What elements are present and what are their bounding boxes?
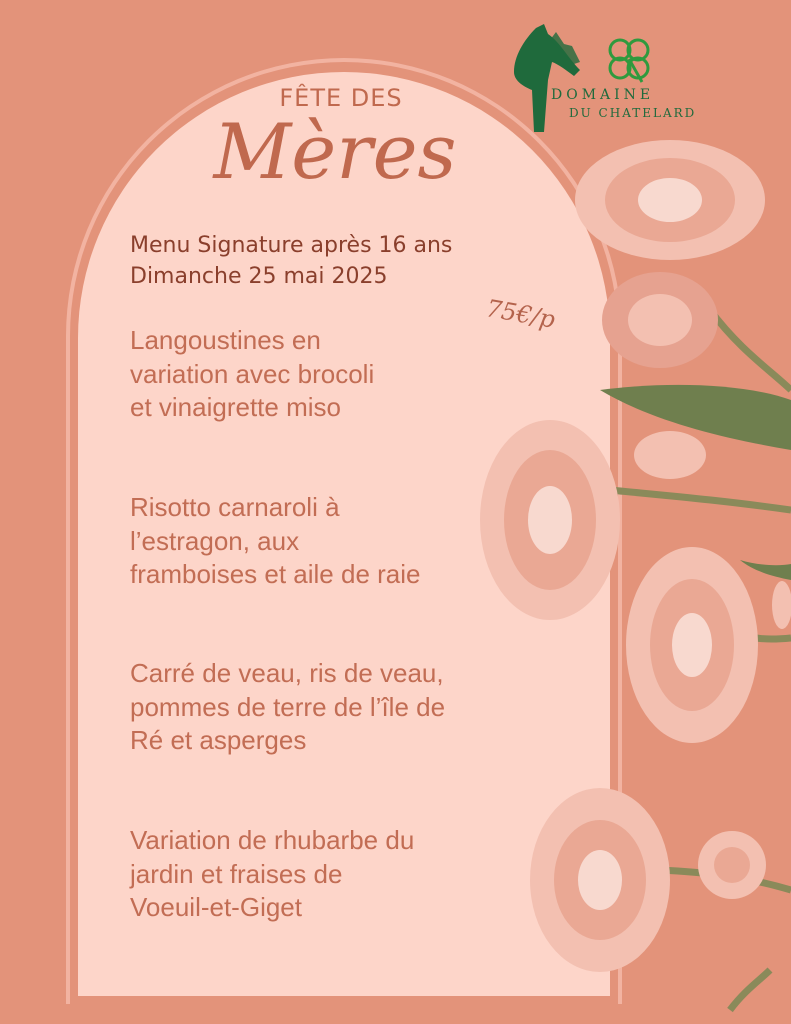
- dish-line: Variation de rhubarbe du: [130, 825, 415, 855]
- price-label: 75€/p: [484, 294, 558, 334]
- tulip-flower: [575, 140, 765, 260]
- title-meres: Mères: [213, 107, 457, 196]
- tulip-flower: [480, 420, 620, 620]
- tulip-flower: [634, 431, 706, 479]
- dish-line: variation avec brocoli: [130, 358, 375, 389]
- tulip-flower: [626, 547, 758, 743]
- dish-line: pommes de terre de l’île de: [130, 691, 446, 722]
- logo-domaine: DOMAINE: [551, 87, 655, 103]
- dish-line: Risotto carnaroli à: [130, 492, 340, 522]
- dish-line: l’estragon, aux: [130, 525, 300, 556]
- dish-line: Voeuil-et-Giget: [130, 892, 302, 922]
- title-fete-des: FÊTE DES: [279, 84, 403, 112]
- tulip-flower: [772, 581, 791, 629]
- menu-subtitle: [130, 230, 452, 292]
- logo-text: [551, 86, 696, 122]
- dish-line: framboises et aile de raie: [130, 559, 421, 589]
- dish-line: Langoustines en: [130, 325, 321, 355]
- tulip-flower: [698, 831, 766, 899]
- leaf: [740, 560, 791, 580]
- subtitle-menu-signature: Menu Signature après 16 ans: [130, 233, 453, 258]
- dish-line: Ré et asperges: [130, 725, 307, 755]
- dish-line: Carré de veau, ris de veau,: [130, 658, 444, 688]
- logo-du-chatelard: DU CHATELARD: [569, 106, 697, 120]
- clover-icon: [610, 40, 648, 82]
- tulip-flowers-illustration: [460, 120, 791, 1024]
- dish-line: et vinaigrette miso: [130, 392, 341, 422]
- tulip-flower: [530, 788, 670, 972]
- subtitle-date: Dimanche 25 mai 2025: [130, 264, 388, 289]
- dish-line: jardin et fraises de: [130, 858, 343, 889]
- tulip-flower: [602, 272, 718, 368]
